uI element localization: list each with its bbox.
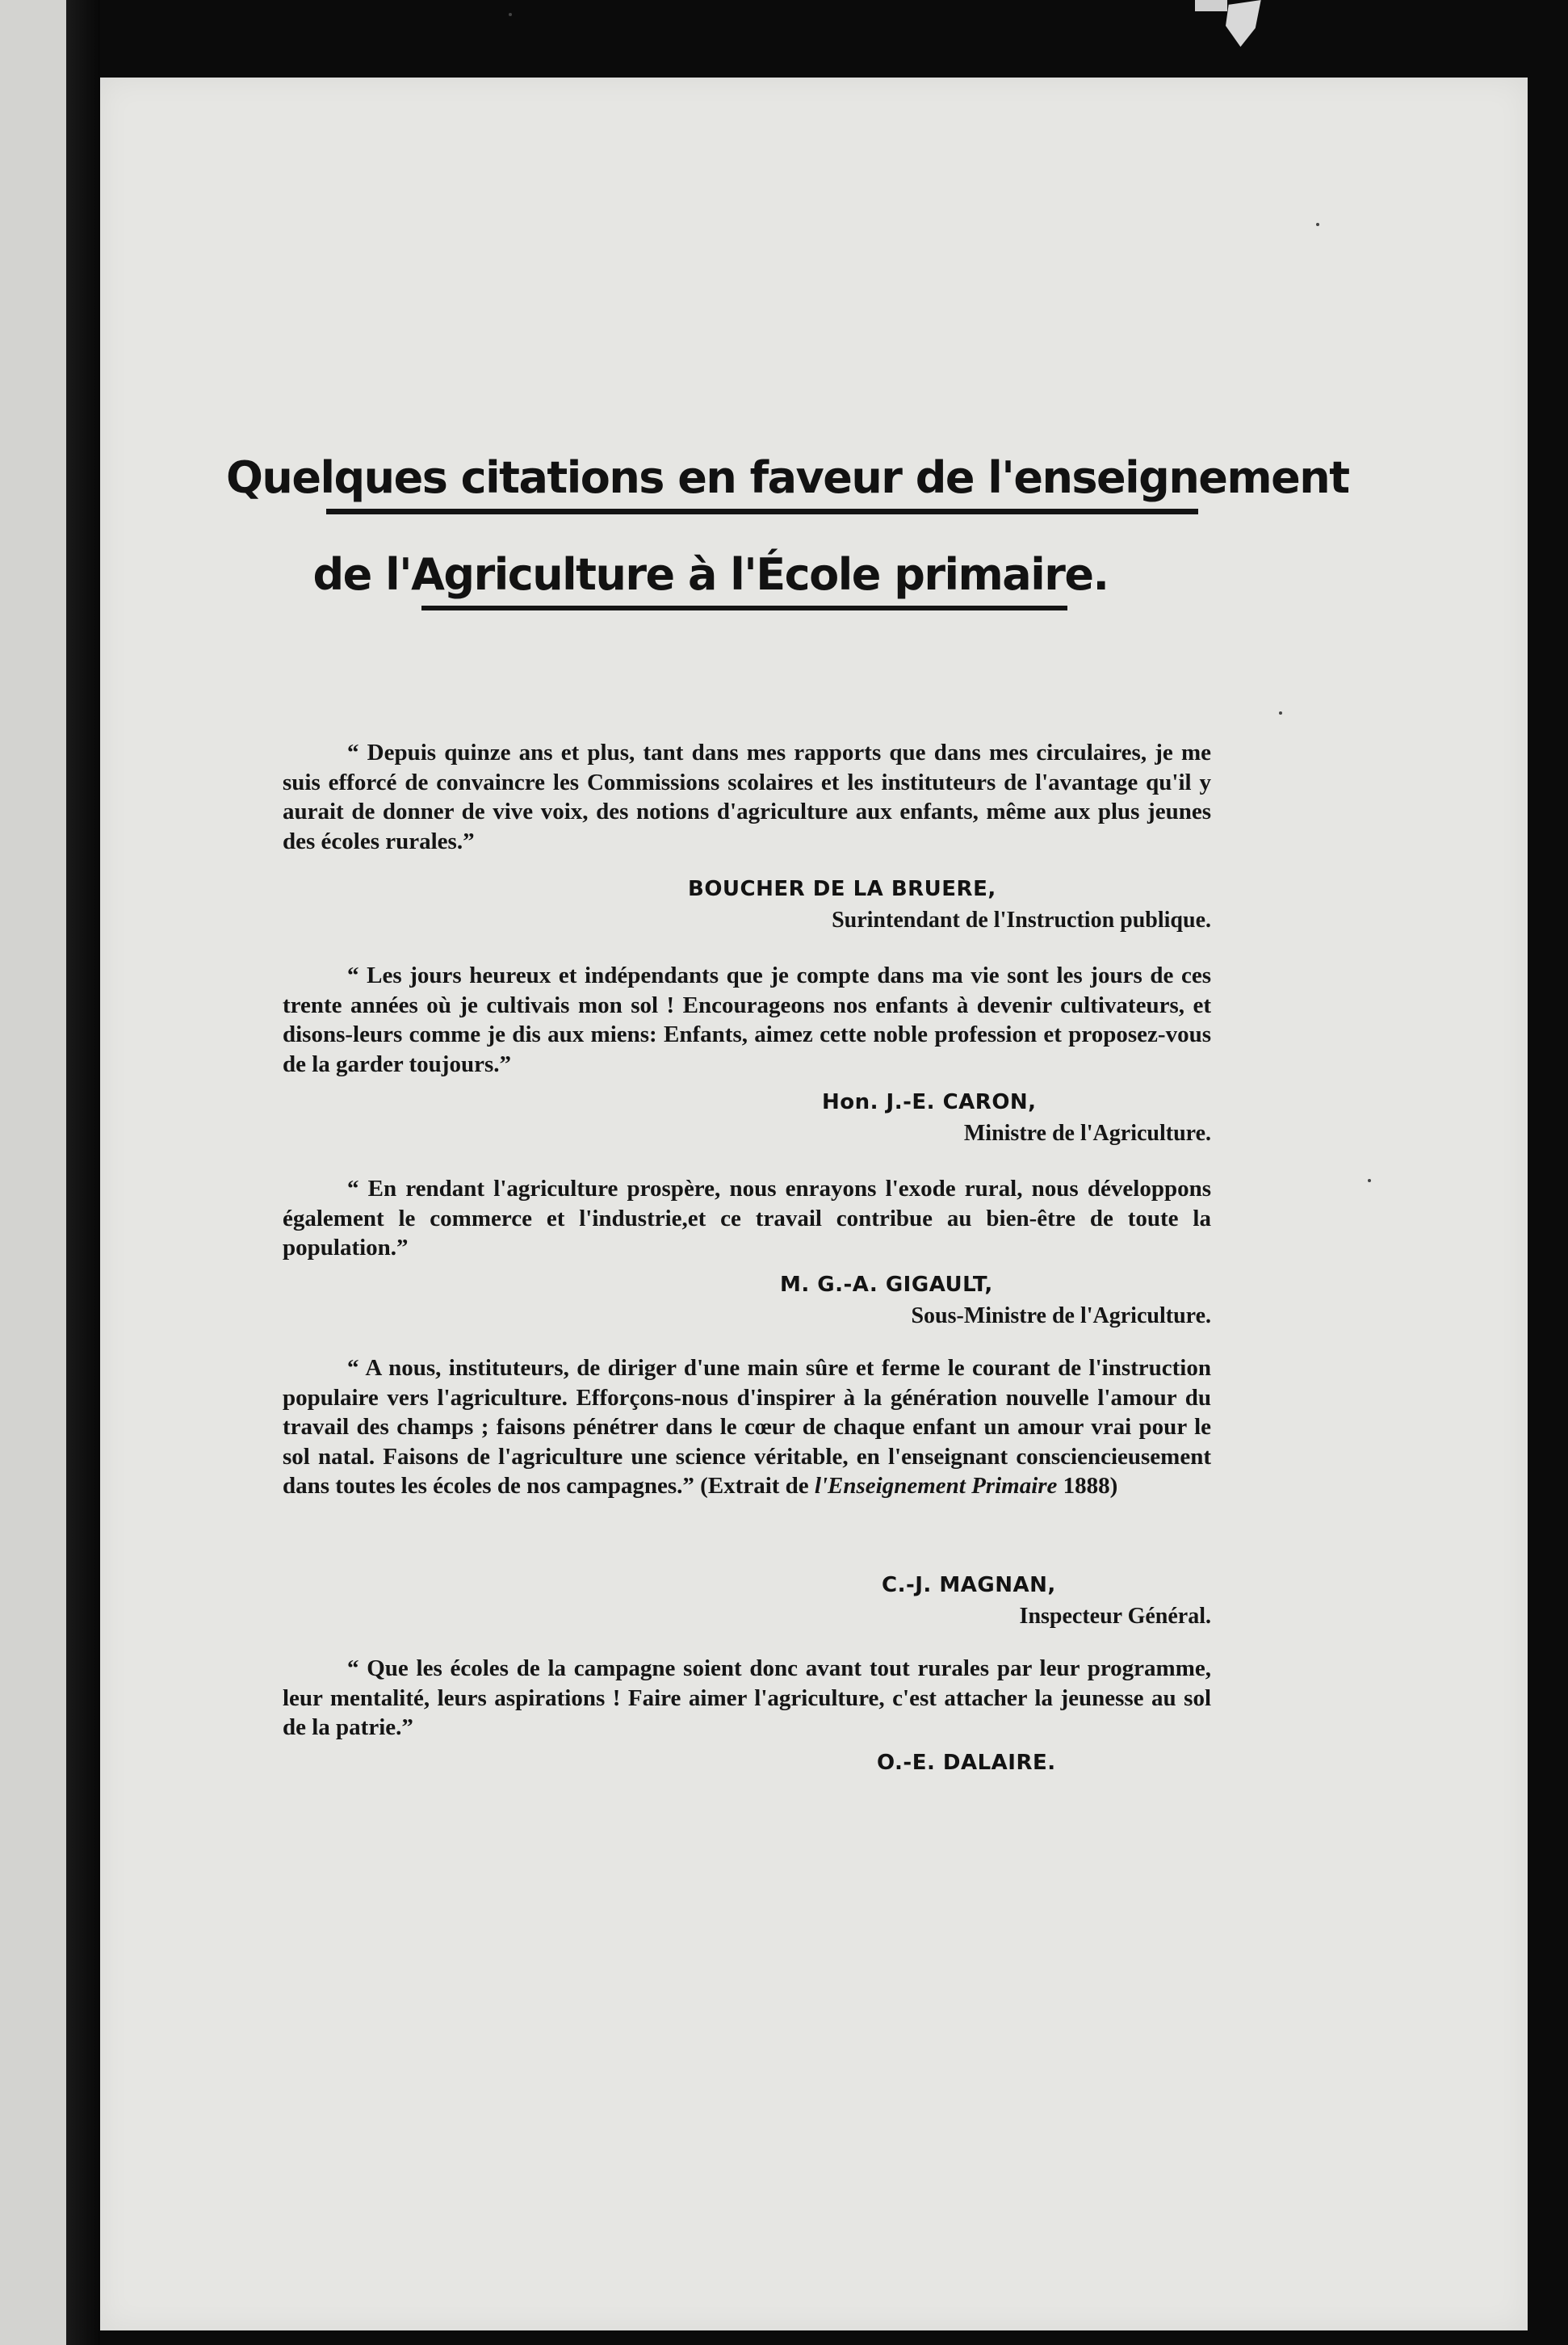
quote-author: C.-J. MAGNAN, <box>882 1573 1056 1597</box>
quote-text <box>283 1353 1211 1501</box>
scan-speck <box>1316 223 1319 226</box>
scan-corner-fragment <box>1226 0 1263 47</box>
quote-magnan <box>283 1353 1211 1501</box>
quote-source-year: 1888) <box>1057 1473 1118 1499</box>
title-line-1: Quelques citations en faveur de l'enseignement <box>226 452 1349 503</box>
quote-text: “ Depuis quinze ans et plus, tant dans mes rapports que dans mes circulaires, je me suis efforcé de convaincre les Commissions scolaires et les instituteurs de l'avantage qu'il y aurait de donner de vive voix, des notions d'agriculture aux enfants, même aux plus jeunes des écoles rurales.” <box>283 740 1211 854</box>
quote-author-role: Sous-Ministre de l'Agriculture. <box>911 1303 1211 1328</box>
title-line-2: de l'Agriculture à l'École primaire. <box>312 549 1109 600</box>
quote-text: “ En rendant l'agriculture prospère, nous enrayons l'exode rural, nous développons également le commerce et l'industrie,et ce travail contribue au bien-être de toute la population.” <box>283 1176 1211 1261</box>
quote-author: Hon. J.-E. CARON, <box>822 1090 1037 1114</box>
scan-left-margin <box>0 0 66 2345</box>
quote-caron <box>283 961 1211 1079</box>
quote-author-role: Ministre de l'Agriculture. <box>963 1121 1211 1146</box>
quote-author-role: Inspecteur Général. <box>1019 1604 1211 1629</box>
quote-dalaire <box>283 1654 1211 1743</box>
title-underline-1 <box>326 509 1198 514</box>
quote-text: “ Les jours heureux et indépendants que je compte dans ma vie sont les jours de ces trente années où je cultivais mon sol ! Encourageons nos enfants à devenir cultivateurs, et disons-leurs comme je dis aux miens: Enfants, aimez cette noble profession et proposez-vous de la garder toujours.” <box>283 963 1211 1077</box>
quote-author-role: Surintendant de l'Instruction publique. <box>832 908 1211 933</box>
quote-author: M. G.-A. GIGAULT, <box>780 1273 993 1297</box>
quote-text-main: “ A nous, instituteurs, de diriger d'une main sûre et ferme le courant de l'instruction populaire vers l'agriculture. Efforçons-nous d'inspirer à la génération nouvelle l'amour du travail des champs ; faisons pénétrer dans le cœur de chaque enfant un amour vrai pour le sol natal. Faisons de l'agriculture une science véritable, en l'enseignant consciencieusement dans toutes les écoles de nos campagnes.” (Extrait de <box>283 1355 1211 1499</box>
quote-author: O.-E. DALAIRE. <box>877 1751 1056 1775</box>
scan-binding-shadow <box>66 0 100 2345</box>
quote-gigault <box>283 1174 1211 1263</box>
title-underline-2 <box>421 606 1067 610</box>
quote-boucher <box>283 738 1211 856</box>
quote-source-title: l'Enseignement Primaire <box>814 1473 1058 1499</box>
scan-speck <box>509 13 512 16</box>
scan-speck <box>1279 711 1282 715</box>
scan-corner-mark <box>1195 0 1227 11</box>
quote-text: “ Que les écoles de la campagne soient donc avant tout rurales par leur programme, leur mentalité, leurs aspirations ! Faire aimer l'agriculture, c'est attacher la jeunesse au sol de la patrie.” <box>283 1655 1211 1740</box>
scan-speck <box>1368 1179 1371 1182</box>
quote-author: BOUCHER DE LA BRUERE, <box>688 877 996 901</box>
